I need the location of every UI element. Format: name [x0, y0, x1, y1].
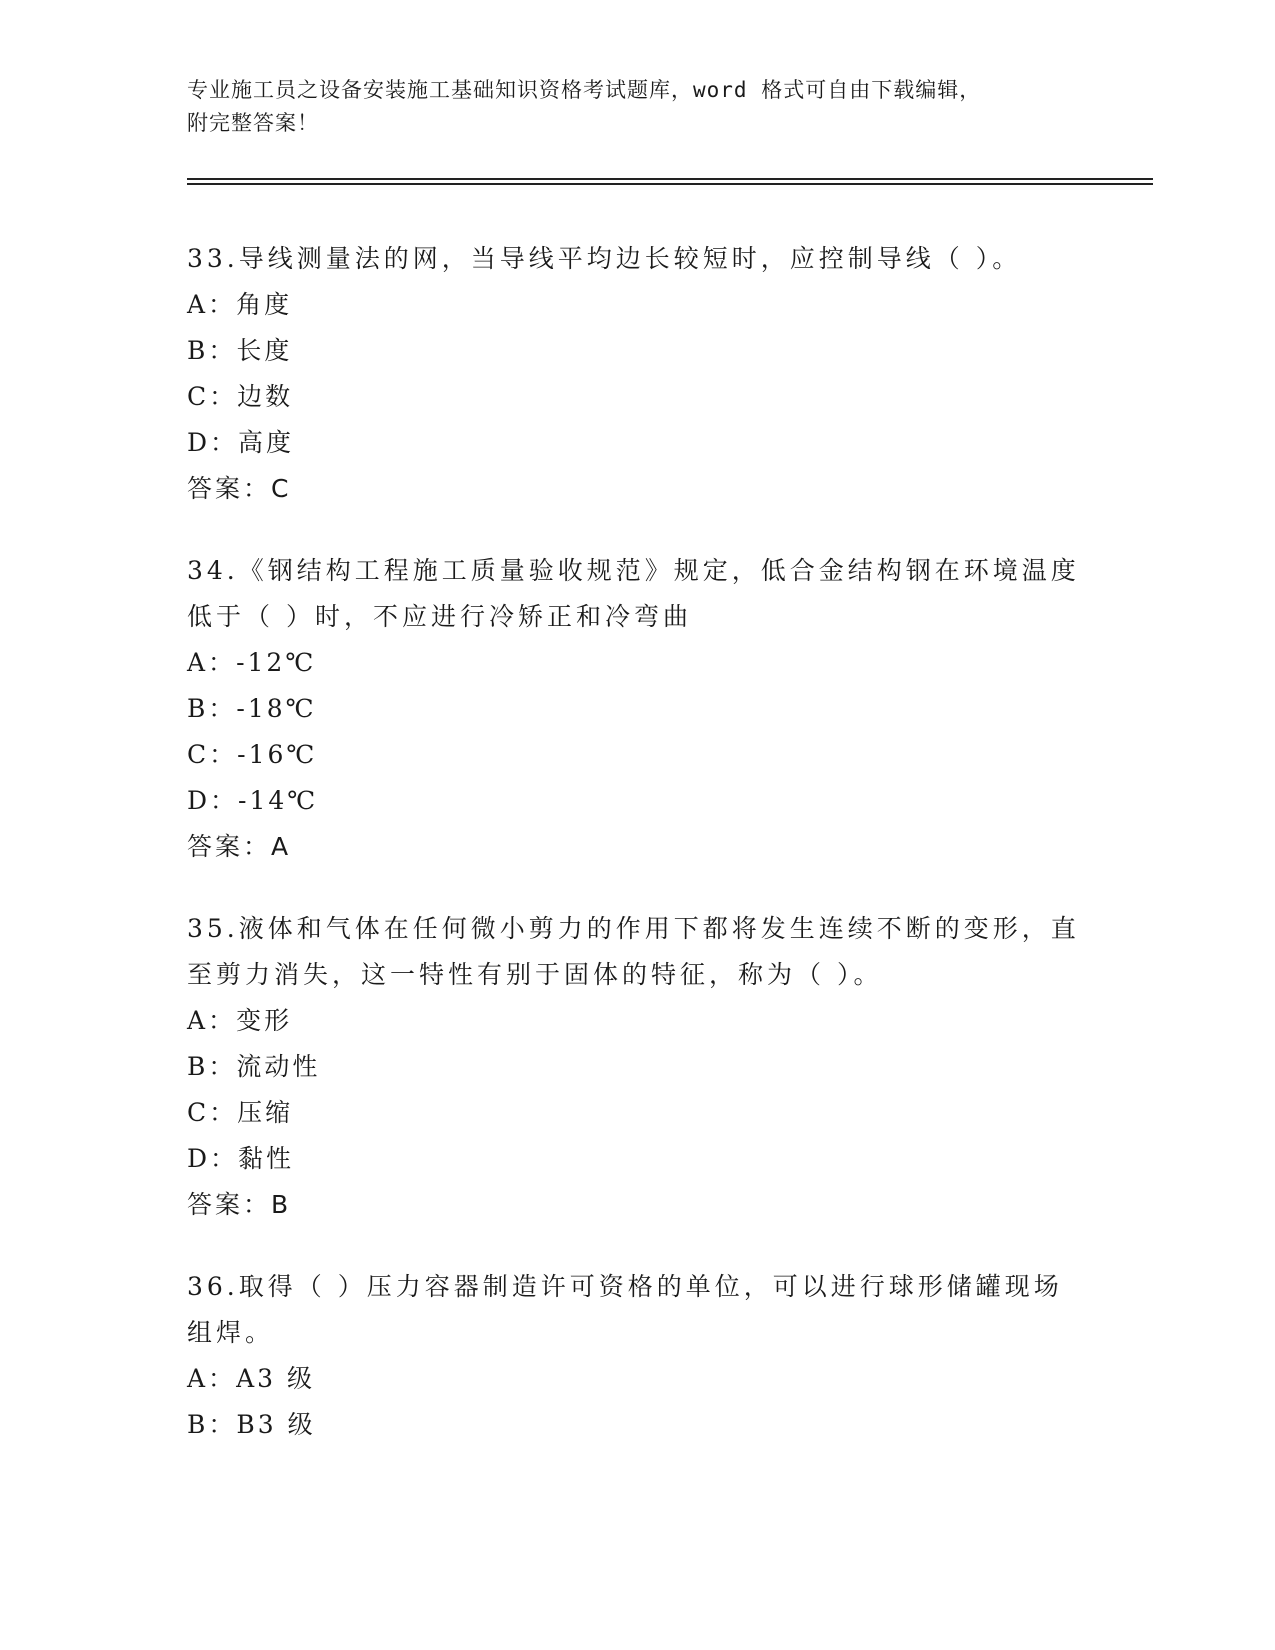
option-key: B： [187, 694, 237, 723]
answer-option [187, 686, 1087, 732]
option-key: C： [187, 740, 238, 769]
option-text: 角度 [236, 290, 293, 319]
answer-option [187, 998, 1087, 1044]
option-key: D： [187, 1144, 239, 1173]
option-text: 长度 [236, 336, 293, 365]
option-text: -12℃ [236, 648, 317, 677]
question-stem: 36.取得（ ）压力容器制造许可资格的单位，可以进行球形储罐现场 [187, 1272, 1063, 1301]
option-key: D： [187, 428, 239, 457]
answer-line: 答案：A [187, 832, 292, 861]
question-stem: 35.液体和气体在任何微小剪力的作用下都将发生连续不断的变形，直 [187, 914, 1080, 943]
option-key: A： [187, 1006, 237, 1035]
header-divider-top [187, 178, 1153, 180]
document-header [187, 74, 1107, 140]
header-line-2: 附完整答案！ [187, 111, 319, 135]
answer-line: 答案：C [187, 474, 292, 503]
answer-option [187, 1356, 1087, 1402]
answer-option [187, 778, 1087, 824]
question-item [187, 1264, 1087, 1448]
option-text: -16℃ [237, 740, 318, 769]
question-item [187, 236, 1087, 512]
option-text: B3 级 [236, 1410, 316, 1439]
question-stem: 至剪力消失，这一特性有别于固体的特征，称为（ ）。 [187, 960, 883, 989]
option-key: C： [187, 382, 238, 411]
option-text: -18℃ [236, 694, 317, 723]
answer-option [187, 640, 1087, 686]
answer-option [187, 1090, 1087, 1136]
option-key: A： [187, 1364, 237, 1393]
option-key: C： [187, 1098, 238, 1127]
question-stem: 33.导线测量法的网，当导线平均边长较短时，应控制导线（ ）。 [187, 244, 1022, 273]
question-stem: 组焊。 [187, 1318, 275, 1347]
option-key: B： [187, 336, 237, 365]
question-stem: 低于（ ）时，不应进行冷矫正和冷弯曲 [187, 602, 692, 631]
header-line-1: 专业施工员之设备安装施工基础知识资格考试题库，word 格式可自由下载编辑， [187, 78, 982, 102]
option-text: A3 级 [236, 1364, 315, 1393]
answer-option [187, 1402, 1087, 1448]
option-text: 变形 [236, 1006, 293, 1035]
answer-option [187, 282, 1087, 328]
option-key: B： [187, 1052, 237, 1081]
header-divider-bottom [187, 183, 1153, 185]
answer-option [187, 328, 1087, 374]
option-key: D： [187, 786, 239, 815]
option-text: 流动性 [236, 1052, 321, 1081]
answer-option [187, 1044, 1087, 1090]
option-text: 边数 [237, 382, 294, 411]
answer-option [187, 374, 1087, 420]
question-list [187, 236, 1087, 1484]
option-text: 黏性 [238, 1144, 295, 1173]
option-text: 压缩 [237, 1098, 294, 1127]
option-key: A： [187, 648, 237, 677]
question-item [187, 548, 1087, 870]
answer-option [187, 420, 1087, 466]
option-text: -14℃ [238, 786, 319, 815]
answer-line: 答案：B [187, 1190, 292, 1219]
question-item [187, 906, 1087, 1228]
question-stem: 34.《钢结构工程施工质量验收规范》规定，低合金结构钢在环境温度 [187, 556, 1080, 585]
answer-option [187, 732, 1087, 778]
option-key: B： [187, 1410, 237, 1439]
option-text: 高度 [238, 428, 295, 457]
answer-option [187, 1136, 1087, 1182]
option-key: A： [187, 290, 237, 319]
